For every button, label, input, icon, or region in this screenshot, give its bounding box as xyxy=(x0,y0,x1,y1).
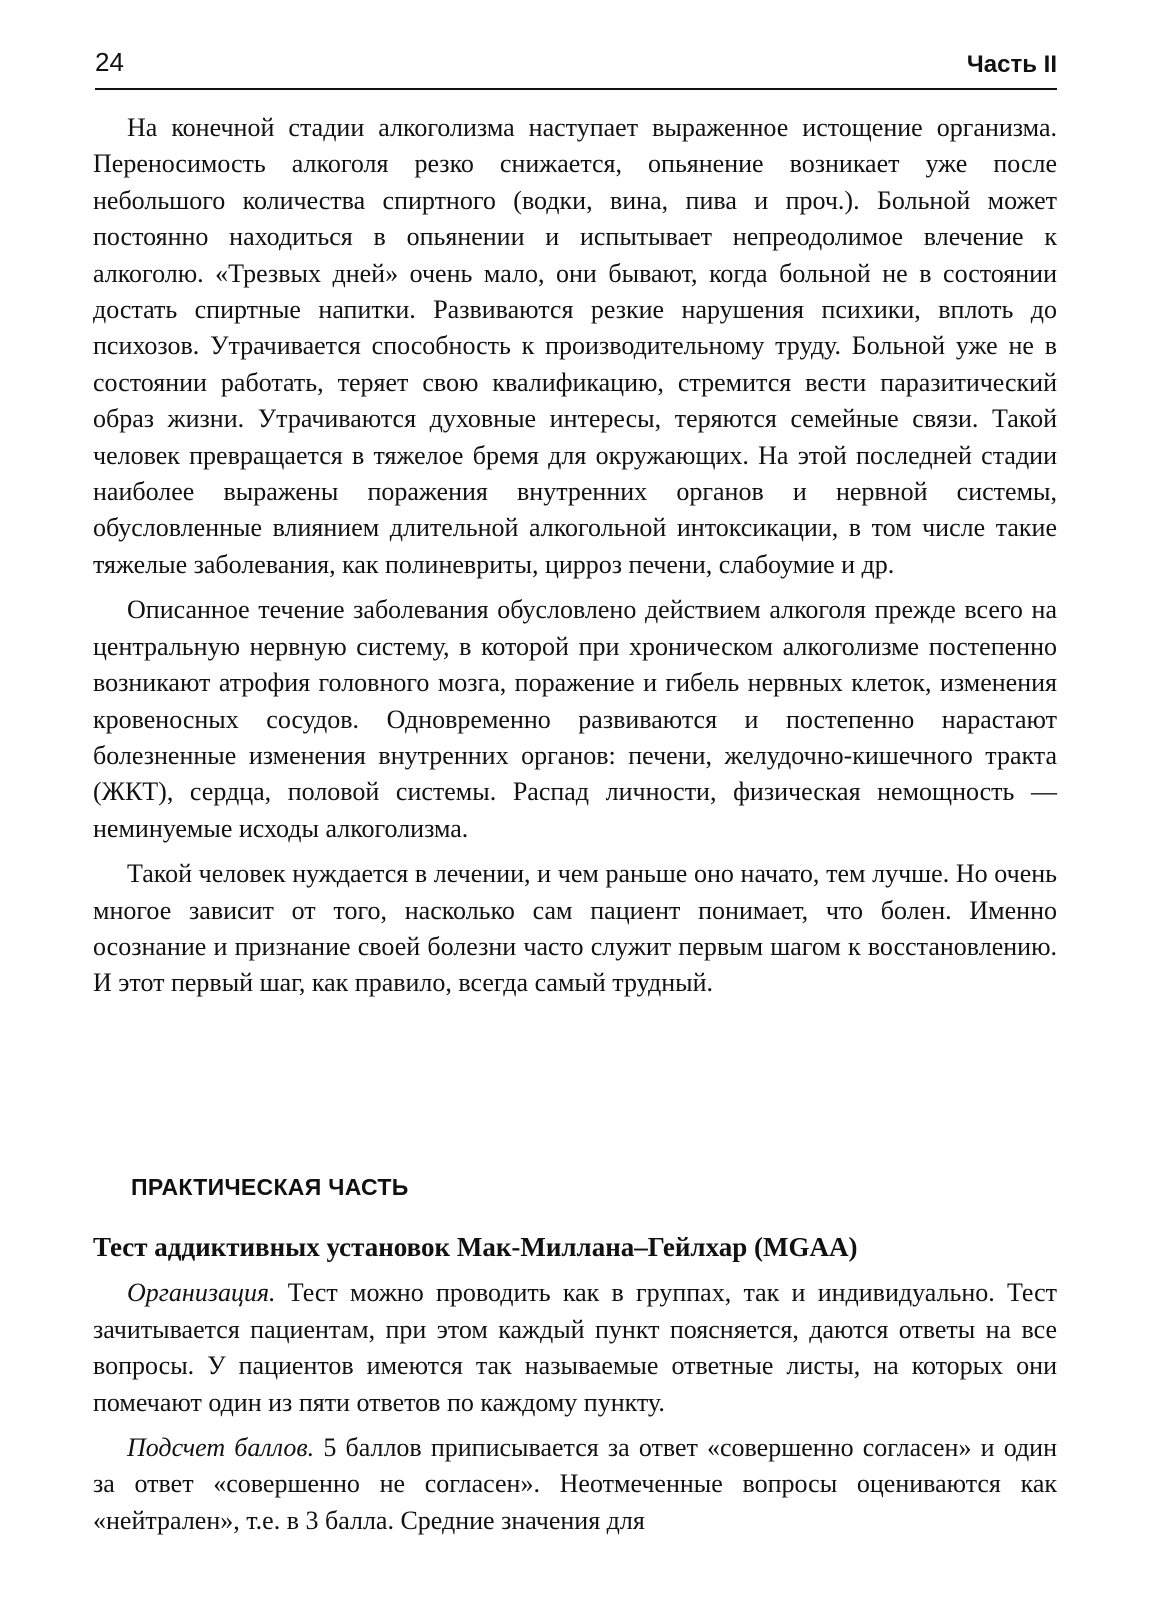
section-heading: ПРАКТИЧЕСКАЯ ЧАСТЬ xyxy=(131,1174,409,1200)
organization-label: Организация. xyxy=(127,1278,276,1308)
running-head xyxy=(95,48,1057,90)
part-label: Часть II xyxy=(966,51,1057,78)
page-number: 24 xyxy=(95,47,124,77)
test-description xyxy=(93,1229,1057,1548)
body-text xyxy=(93,110,1057,1011)
paragraph-final-stage: На конечной стадии алкоголизма наступает выраженное истощение организма. Переносимость алкоголя резко снижается, опьянение возникает уже после небольшого количества спиртного (водки, вина, пива и проч.). Больной может постоянно находиться в опьянении и испытывает непреодолимое влечение к алкоголю. «Трезвых дней» очень мало, они бывают, когда больной не в состоянии достать спиртные напитки. Развиваются резкие нарушения психики, вплоть до психозов. Утрачивается способность к производительному труду. Больной уже не в состоянии работать, теряет свою квалификацию, стремится вести паразитический образ жизни. Утрачиваются духовные интересы, теряются семейные связи. Такой человек превращается в тяжелое бремя для окружающих. На этой последней стадии наиболее выражены поражения внутренних органов и нервной системы, обусловленные влиянием длительной алкогольной интоксикации, в том числе такие тяжелые заболевания, как полиневриты, цирроз печени, слабоумие и др. xyxy=(93,113,1057,579)
paragraph-organization xyxy=(93,1275,1057,1421)
scoring-text: 5 баллов приписывается за ответ «совершенно согласен» и один за ответ «совершенно не согласен». Неотмеченные вопросы оцениваются как «нейтрален», т.е. в 3 балла. Средние значения для xyxy=(93,1433,1057,1535)
paragraph-scoring xyxy=(93,1430,1057,1539)
paragraph-disease-course: Описанное течение заболевания обусловлено действием алкоголя прежде всего на центральную нервную систему, в которой при хроническом алкоголизме постепенно возникают атрофия головного мозга, поражение и гибель нервных клеток, изменения кровеносных сосудов. Одновременно развиваются и постепенно нарастают болезненные изменения внутренних органов: печени, желудочно-кишечного тракта (ЖКТ), сердца, половой системы. Распад личности, физическая немощность — неминуемые исходы алкоголизма. xyxy=(93,595,1057,843)
paragraph-treatment: Такой человек нуждается в лечении, и чем раньше оно начато, тем лучше. Но очень многое зависит от того, насколько сам пациент понимает, что болен. Именно осознание и признание своей болезни часто служит первым шагом к восстановлению. И этот первый шаг, как правило, всегда самый трудный. xyxy=(93,859,1057,998)
organization-text: Тест можно проводить как в группах, так и индивидуально. Тест зачитывается пациентам, при этом каждый пункт поясняется, даются ответы на все вопросы. У пациентов имеются так называемые ответные листы, на которых они помечают один из пяти ответов по каждому пункту. xyxy=(93,1278,1057,1417)
scoring-label: Подсчет баллов. xyxy=(127,1433,315,1463)
test-title: Тест аддиктивных установок Мак-Миллана–Гейлхар (MGAA) xyxy=(93,1232,858,1262)
